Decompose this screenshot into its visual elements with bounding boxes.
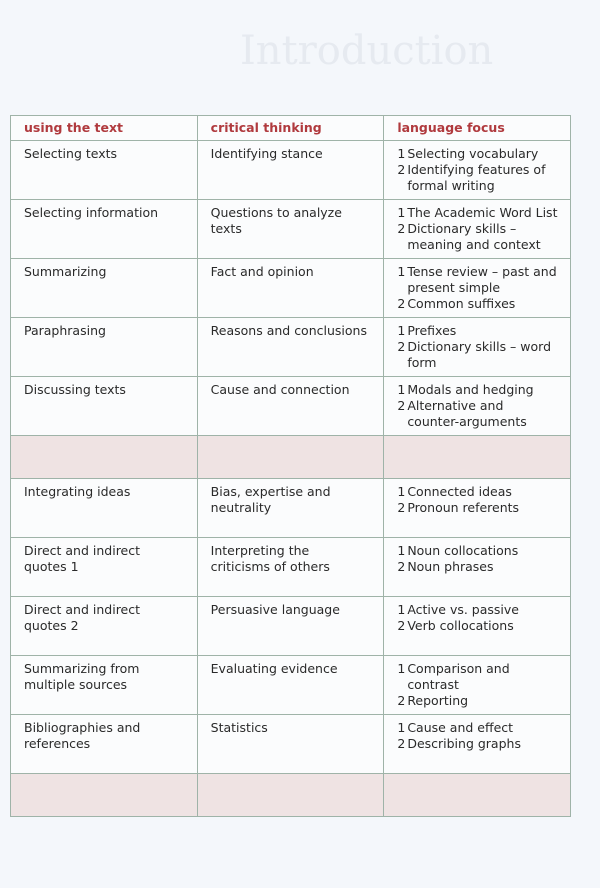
item-number: 1 [397, 146, 406, 161]
item-number: 2 [397, 221, 406, 236]
language-item [397, 543, 558, 559]
item-text: The Academic Word List [407, 205, 558, 220]
item-text: Alternative and counter-arguments [407, 398, 527, 429]
header-using-the-text: using the text [11, 116, 198, 141]
table-row [11, 318, 571, 377]
language-item [397, 661, 558, 693]
language-item [397, 618, 558, 634]
section-band [11, 774, 571, 817]
item-number: 1 [397, 264, 406, 279]
item-number: 1 [397, 382, 406, 397]
item-text: Connected ideas [407, 484, 512, 499]
band-cell [11, 774, 198, 817]
band-cell [11, 436, 198, 479]
item-text: Pronoun referents [407, 500, 520, 515]
item-text: Active vs. passive [407, 602, 519, 617]
using-the-text-cell: Summarizing from multiple sources [11, 656, 198, 715]
critical-thinking-cell: Bias, expertise and neutrality [197, 479, 384, 538]
critical-thinking-cell: Persuasive language [197, 597, 384, 656]
table-row [11, 597, 571, 656]
item-text: Common suffixes [407, 296, 516, 311]
item-number: 2 [397, 693, 406, 708]
item-number: 1 [397, 661, 406, 676]
language-item [397, 296, 558, 312]
language-item [397, 602, 558, 618]
language-item [397, 339, 558, 371]
band-cell [197, 436, 384, 479]
item-number: 1 [397, 720, 406, 735]
language-item [397, 736, 558, 752]
item-text: Selecting vocabulary [407, 146, 539, 161]
header-critical-thinking: critical thinking [197, 116, 384, 141]
item-number: 2 [397, 339, 406, 354]
using-the-text-cell: Direct and indirect quotes 1 [11, 538, 198, 597]
language-focus-cell [384, 656, 571, 715]
table-row [11, 200, 571, 259]
table-row [11, 538, 571, 597]
using-the-text-cell: Bibliographies and references [11, 715, 198, 774]
table-row [11, 377, 571, 436]
using-the-text-cell: Direct and indirect quotes 2 [11, 597, 198, 656]
item-text: Tense review – past and present simple [407, 264, 557, 295]
contents-table [10, 115, 571, 817]
item-number: 1 [397, 543, 406, 558]
item-number: 1 [397, 323, 406, 338]
critical-thinking-cell: Reasons and conclusions [197, 318, 384, 377]
language-item [397, 205, 558, 221]
language-item [397, 221, 558, 253]
show-through-title: Introduction [240, 28, 494, 74]
language-focus-cell [384, 479, 571, 538]
item-text: Identifying features of formal writing [407, 162, 546, 193]
language-focus-cell [384, 538, 571, 597]
item-number: 2 [397, 500, 406, 515]
language-item [397, 500, 558, 516]
critical-thinking-cell: Fact and opinion [197, 259, 384, 318]
language-focus-cell [384, 377, 571, 436]
language-item [397, 323, 558, 339]
table-header [11, 116, 571, 141]
band-cell [384, 436, 571, 479]
header-language-focus: language focus [384, 116, 571, 141]
item-text: Cause and effect [407, 720, 514, 735]
language-item [397, 484, 558, 500]
language-item [397, 382, 558, 398]
language-item [397, 720, 558, 736]
using-the-text-cell: Selecting information [11, 200, 198, 259]
table-row [11, 715, 571, 774]
item-text: Noun collocations [407, 543, 519, 558]
item-number: 1 [397, 205, 406, 220]
item-text: Reporting [407, 693, 469, 708]
item-text: Noun phrases [407, 559, 494, 574]
item-text: Modals and hedging [407, 382, 534, 397]
section-band [11, 436, 571, 479]
item-number: 1 [397, 602, 406, 617]
item-number: 1 [397, 484, 406, 499]
item-text: Dictionary skills – word form [407, 339, 552, 370]
language-focus-cell [384, 715, 571, 774]
item-text: Comparison and contrast [407, 661, 510, 692]
item-number: 2 [397, 736, 406, 751]
item-number: 2 [397, 618, 406, 633]
table-row [11, 141, 571, 200]
critical-thinking-cell: Interpreting the criticisms of others [197, 538, 384, 597]
critical-thinking-cell: Cause and connection [197, 377, 384, 436]
critical-thinking-cell: Evaluating evidence [197, 656, 384, 715]
language-focus-cell [384, 318, 571, 377]
critical-thinking-cell: Statistics [197, 715, 384, 774]
item-text: Prefixes [407, 323, 457, 338]
language-focus-cell [384, 200, 571, 259]
language-item [397, 162, 558, 194]
critical-thinking-cell: Identifying stance [197, 141, 384, 200]
table-row [11, 479, 571, 538]
language-focus-cell [384, 597, 571, 656]
item-number: 2 [397, 296, 406, 311]
item-number: 2 [397, 162, 406, 177]
item-text: Dictionary skills – meaning and context [407, 221, 541, 252]
band-cell [197, 774, 384, 817]
using-the-text-cell: Summarizing [11, 259, 198, 318]
item-number: 2 [397, 398, 406, 413]
band-cell [384, 774, 571, 817]
using-the-text-cell: Integrating ideas [11, 479, 198, 538]
language-focus-cell [384, 259, 571, 318]
table-row [11, 259, 571, 318]
language-item [397, 264, 558, 296]
language-item [397, 146, 558, 162]
language-item [397, 693, 558, 709]
item-text: Describing graphs [407, 736, 521, 751]
table-row [11, 656, 571, 715]
item-text: Verb collocations [407, 618, 514, 633]
using-the-text-cell: Selecting texts [11, 141, 198, 200]
using-the-text-cell: Paraphrasing [11, 318, 198, 377]
language-item [397, 559, 558, 575]
language-focus-cell [384, 141, 571, 200]
critical-thinking-cell: Questions to analyze texts [197, 200, 384, 259]
using-the-text-cell: Discussing texts [11, 377, 198, 436]
language-item [397, 398, 558, 430]
item-number: 2 [397, 559, 406, 574]
